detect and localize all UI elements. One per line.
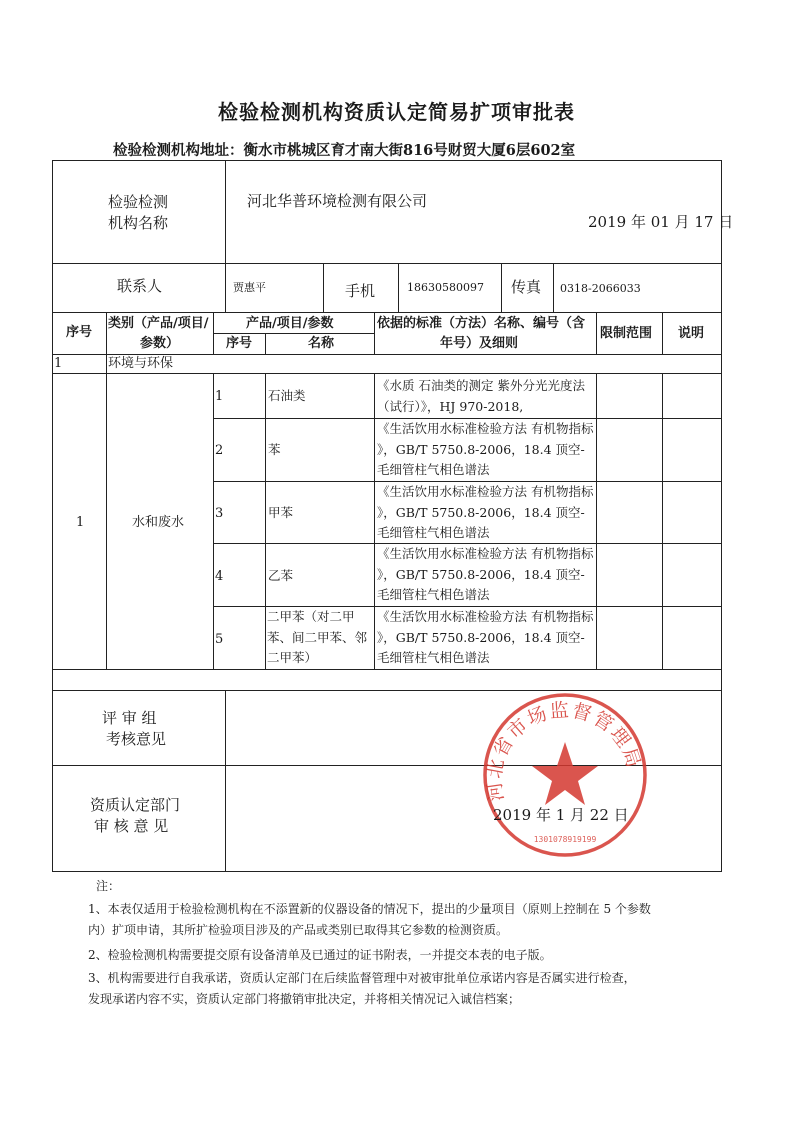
item-name: 乙苯: [268, 568, 294, 583]
header-product-group: 产品/项目/参数: [246, 316, 334, 331]
header-category-1: 类别（产品/项目/: [108, 316, 209, 331]
fax-label: 传真: [511, 278, 542, 296]
item-seq: 1: [215, 389, 224, 404]
org-name-value: 河北华普环境检测有限公司: [247, 192, 428, 210]
header-sub-seq: 序号: [226, 336, 253, 351]
item-seq: 2: [215, 443, 224, 458]
org-name-label-1: 检验检测: [108, 193, 169, 211]
header-note: 说明: [678, 326, 705, 341]
header-standard-2: 年号）及细则: [440, 336, 519, 351]
approval-label-2: 审 核 意 见: [94, 817, 169, 835]
phone-value: 18630580097: [407, 281, 484, 294]
contact-label: 联系人: [117, 277, 163, 295]
item-name: 甲苯: [268, 505, 294, 520]
section-seq: 1: [54, 356, 63, 371]
header-seq: 序号: [66, 325, 93, 340]
contact-person: 贾惠平: [233, 281, 266, 294]
approval-date: 2019 年 1 月 22 日: [493, 806, 629, 824]
org-address: 检验检测机构地址：衡水市桃城区育才南大街816号财贸大厦6层602室: [113, 142, 576, 159]
notes-heading: 注：: [96, 879, 121, 893]
item-name: 苯: [268, 442, 281, 457]
item-name: 石油类: [268, 388, 306, 403]
page-title: 检验检测机构资质认定简易扩项审批表: [218, 100, 575, 124]
application-date: 2019 年 01 月 17 日: [588, 213, 734, 231]
group-category: 水和废水: [132, 515, 185, 530]
note-3-line-1: 3、机构需要进行自我承诺，资质认定部门在后续监督管理中对被审批单位承诺内容是否属实进行检查，: [88, 971, 636, 985]
note-1-line-1: 1、本表仅适用于检验检测机构在不添置新的仪器设备的情况下，提出的少量项目（原则上控制在 5 个参数: [88, 902, 651, 916]
header-standard-1: 依据的标准（方法）名称、编号（含: [377, 316, 586, 331]
group-seq: 1: [76, 515, 85, 530]
header-category-2: 参数）: [140, 336, 180, 351]
item-standard: 《生活饮用水标准检验方法 有机物指标 》，GB/T 5750.8-2006，18.4 顶空-毛细管柱气相色谱法: [377, 421, 594, 477]
phone-label: 手机: [345, 282, 376, 300]
seal-text: 河北省市场监督管理局: [483, 699, 646, 803]
org-name-label-2: 机构名称: [108, 214, 169, 232]
item-name: 二甲苯（对二甲苯、间二甲苯、邻二甲苯）: [267, 609, 368, 665]
header-name: 名称: [308, 336, 335, 351]
header-limit: 限制范围: [600, 326, 653, 341]
note-3-line-2: 发现承诺内容不实，资质认定部门将撤销审批决定，并将相关情况记入诚信档案；: [88, 992, 521, 1006]
item-standard: 《生活饮用水标准检验方法 有机物指标 》，GB/T 5750.8-2006，18.4 顶空-毛细管柱气相色谱法: [377, 484, 594, 540]
item-standard: 《水质 石油类的测定 紫外分光光度法（试行）》，HJ 970-2018,: [377, 378, 585, 414]
fax-value: 0318-2066033: [560, 282, 641, 295]
review-label-1: 评 审 组: [102, 709, 157, 727]
note-1-line-2: 内）扩项申请，其所扩检验项目涉及的产品或类别已取得其它参数的检测资质。: [88, 923, 509, 937]
item-seq: 4: [215, 569, 224, 584]
item-seq: 3: [215, 506, 224, 521]
item-standard: 《生活饮用水标准检验方法 有机物指标 》，GB/T 5750.8-2006，18.4 顶空-毛细管柱气相色谱法: [377, 609, 594, 665]
official-seal-icon: [480, 690, 650, 860]
approval-label-1: 资质认定部门: [90, 796, 181, 814]
item-standard: 《生活饮用水标准检验方法 有机物指标 》，GB/T 5750.8-2006，18.4 顶空-毛细管柱气相色谱法: [377, 546, 594, 602]
section-label: 环境与环保: [108, 356, 174, 371]
item-seq: 5: [215, 632, 224, 647]
review-label-2: 考核意见: [106, 730, 167, 748]
note-2: 2、检验检测机构需要提交原有设备清单及已通过的证书附表，一并提交本表的电子版。: [88, 948, 552, 962]
seal-number: 1301078919199: [533, 835, 597, 844]
